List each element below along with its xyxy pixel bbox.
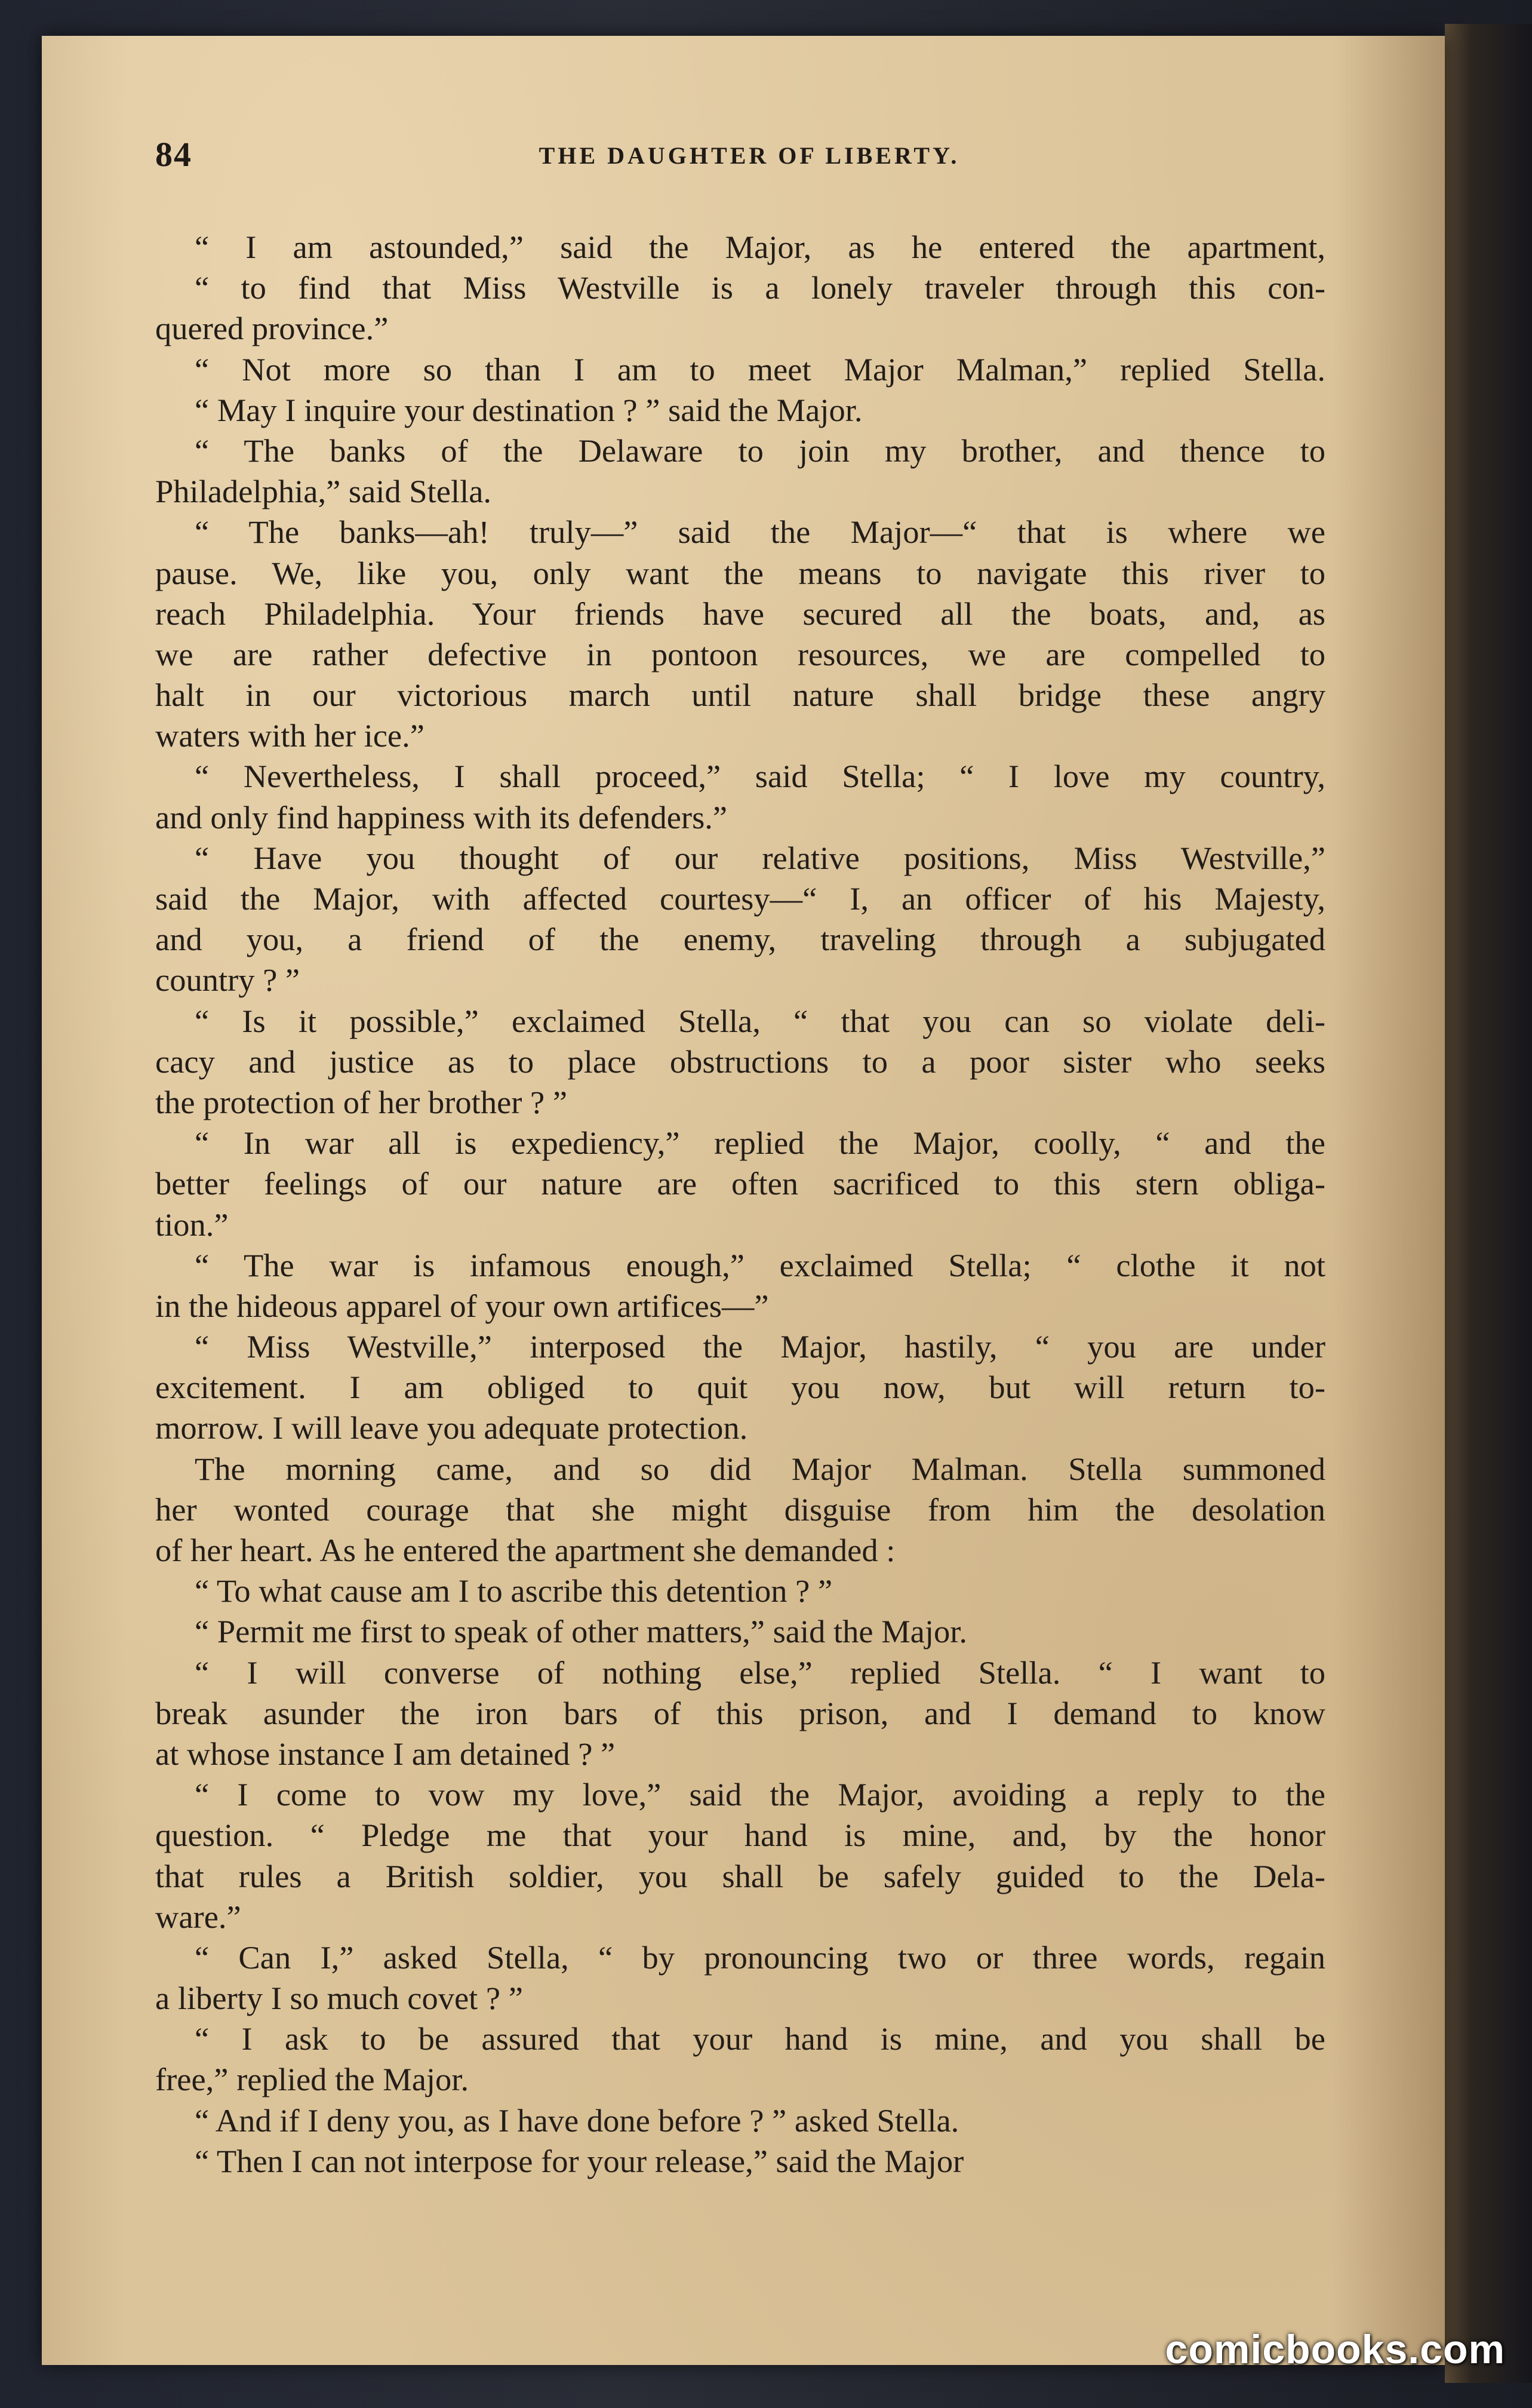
text-line: “ And if I deny you, as I have done before ? ” asked Stella. <box>195 2102 959 2139</box>
text-line: we are rather defective in pontoon resources, we are compelled to <box>155 635 1325 672</box>
text-line: at whose instance I am detained ? ” <box>155 1735 616 1772</box>
text-line: in the hideous apparel of your own artifices—” <box>155 1287 769 1324</box>
text-line: excitement. I am obliged to quit you now, but will return to- <box>155 1369 1325 1406</box>
text-line: halt in our victorious march until nature shall bridge these angry <box>155 677 1325 714</box>
text-line: “ May I inquire your destination ? ” said the Major. <box>195 391 863 428</box>
text-line: “ The banks of the Delaware to join my brother, and thence to <box>195 432 1325 469</box>
text-line: “ The war is infamous enough,” exclaimed Stella; “ clothe it not <box>195 1246 1325 1283</box>
text-line: “ Then I can not interpose for your release,” said the Major <box>195 2142 964 2179</box>
text-line: Philadelphia,” said Stella. <box>155 473 492 510</box>
text-line: “ The banks—ah! truly—” said the Major—“ that is where we <box>195 514 1325 551</box>
text-line: “ Not more so than I am to meet Major Malman,” replied Stella. <box>195 351 1325 388</box>
text-line: “ To what cause am I to ascribe this detention ? ” <box>195 1572 833 1610</box>
body-text <box>155 227 1325 2182</box>
book-gutter <box>1445 24 1532 2383</box>
text-line: country ? ” <box>155 962 300 999</box>
text-line: better feelings of our nature are often sacrificed to this stern obliga- <box>155 1165 1325 1202</box>
text-line: tion.” <box>155 1206 229 1243</box>
text-line: morrow. I will leave you adequate protection. <box>155 1409 748 1446</box>
text-line: “ to find that Miss Westville is a lonely traveler through this con- <box>195 269 1325 306</box>
text-line: said the Major, with affected courtesy—“ I, an officer of his Majesty, <box>155 880 1325 917</box>
text-line: “ Miss Westville,” interposed the Major, hastily, “ you are under <box>195 1328 1325 1365</box>
text-line: reach Philadelphia. Your friends have secured all the boats, and, as <box>155 595 1325 632</box>
text-line: “ Have you thought of our relative positions, Miss Westville,” <box>195 839 1325 876</box>
watermark: comicbooks.com <box>1165 2327 1505 2372</box>
text-line: quered province.” <box>155 310 389 347</box>
text-line: of her heart. As he entered the apartment she demanded : <box>155 1532 896 1568</box>
text-line: “ In war all is expediency,” replied the Major, coolly, “ and the <box>195 1125 1325 1162</box>
text-line: ware.” <box>155 1898 241 1935</box>
text-line: “ Permit me first to speak of other matters,” said the Major. <box>195 1613 968 1650</box>
text-line: break asunder the iron bars of this prison, and I demand to know <box>155 1694 1325 1731</box>
text-line: and only find happiness with its defenders.” <box>155 798 728 836</box>
text-line: “ Nevertheless, I shall proceed,” said Stella; “ I love my country, <box>195 758 1325 795</box>
running-title: THE DAUGHTER OF LIBERTY. <box>539 142 960 169</box>
text-line: free,” replied the Major. <box>155 2061 469 2098</box>
text-line: and you, a friend of the enemy, traveling through a subjugated <box>155 921 1325 958</box>
text-line: that rules a British soldier, you shall be safely guided to the Dela- <box>155 1857 1325 1894</box>
text-line: cacy and justice as to place obstructions to a poor sister who seeks <box>155 1043 1325 1080</box>
page-header <box>155 134 1343 176</box>
text-line: “ I come to vow my love,” said the Major, avoiding a reply to the <box>195 1776 1325 1813</box>
text-line: pause. We, like you, only want the means to navigate this river to <box>155 554 1325 591</box>
text-line: The morning came, and so did Major Malman. Stella summoned <box>195 1450 1325 1487</box>
text-line: her wonted courage that she might disguise from him the desolation <box>155 1491 1325 1528</box>
text-line: waters with her ice.” <box>155 717 424 754</box>
text-line: the protection of her brother ? ” <box>155 1083 568 1120</box>
text-line: “ Is it possible,” exclaimed Stella, “ that you can so violate deli- <box>195 1002 1325 1039</box>
page-number: 84 <box>155 135 192 174</box>
text-line: “ Can I,” asked Stella, “ by pronouncing two or three words, regain <box>195 1939 1325 1976</box>
text-line: “ I am astounded,” said the Major, as he entered the apartment, <box>195 229 1325 265</box>
text-line: “ I ask to be assured that your hand is mine, and you shall be <box>195 2020 1325 2057</box>
text-line: a liberty I so much covet ? ” <box>155 1980 523 2017</box>
text-line: “ I will converse of nothing else,” replied Stella. “ I want to <box>195 1654 1325 1691</box>
text-line: question. “ Pledge me that your hand is mine, and, by the honor <box>155 1817 1325 1854</box>
